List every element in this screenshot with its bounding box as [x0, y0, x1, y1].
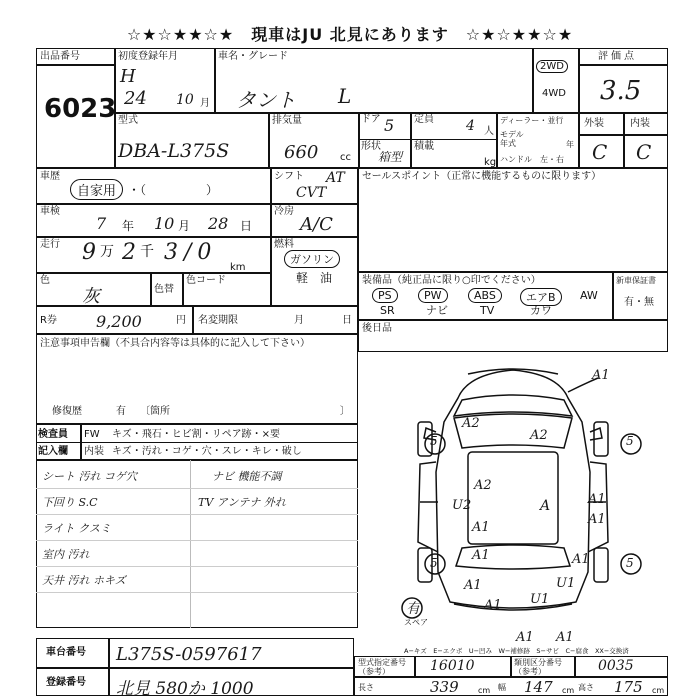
- height-label: 高さ: [578, 683, 594, 692]
- inspector-naisou: 内装: [84, 446, 104, 457]
- type-no-value: 16010: [430, 658, 475, 674]
- displacement-value: 660: [284, 142, 319, 163]
- shift-sub: CVT: [296, 185, 327, 201]
- repair-label: 修復歴: [52, 406, 82, 417]
- sales-point-frame: [358, 168, 668, 272]
- type-value: DBA-L375S: [118, 140, 230, 162]
- mark-a-center: A: [540, 498, 551, 514]
- exterior-value: C: [592, 140, 608, 164]
- mileage-rest: 3/0: [164, 240, 218, 265]
- inspection-label: 車検: [40, 206, 60, 217]
- remark-left-2: ライト クスミ: [42, 522, 112, 535]
- model-year-label: モデル年式: [500, 130, 524, 148]
- repair-value: 有: [116, 406, 126, 417]
- mileage-sen-unit: 千: [140, 244, 154, 260]
- grade-score: 3.5: [600, 76, 642, 106]
- mark-a1-left-3: A1: [464, 578, 482, 593]
- equipment-label: 装備品（純正品に限り○印でください）: [362, 275, 541, 286]
- length-label: 長さ: [358, 683, 374, 692]
- type-label: 型式: [118, 115, 138, 126]
- spare-value: 有: [406, 601, 420, 617]
- lot-number: 6023: [44, 94, 117, 124]
- inspection-month: 10: [154, 214, 175, 233]
- inspection-month-unit: 月: [178, 219, 191, 233]
- recycle-value: 9,200: [96, 312, 142, 331]
- handle-label: ハンドル: [500, 155, 532, 164]
- plate-value: 北見 580か 1000: [116, 679, 254, 699]
- mileage-man: 9: [82, 240, 96, 265]
- load-unit: kg: [484, 157, 497, 168]
- model-name: タント: [236, 88, 296, 112]
- mark-five-right-1: 5: [626, 434, 634, 448]
- capacity-value: 4: [466, 118, 475, 134]
- name-limit-day: 日: [342, 315, 352, 326]
- inspection-year: 7: [96, 214, 107, 233]
- shift-label: シフト: [274, 171, 304, 182]
- interior-value: C: [636, 140, 652, 164]
- damage-legend: A−キズ E−エクボ U−凹み W−補修跡 S−サビ C−腐食 XX−交換済: [404, 647, 629, 655]
- inspector-row2: キズ・汚れ・コゲ・穴・スレ・キレ・破し: [112, 446, 302, 457]
- color-value: 灰: [82, 286, 100, 307]
- fuel-gas: ガソリン: [284, 250, 340, 268]
- drive-4wd: 4WD: [542, 88, 566, 99]
- first-reg-label: 初度登録年月: [118, 51, 178, 62]
- mark-a1-left-1: A1: [472, 520, 490, 535]
- mark-a1-right-3: A1: [572, 552, 590, 567]
- name-limit-month: 月: [294, 315, 304, 326]
- grade-score-label: 評価点: [598, 51, 637, 62]
- aircon-label: 冷房: [274, 206, 294, 217]
- width-label: 幅: [498, 683, 506, 692]
- inspector-fw: FW: [84, 429, 100, 440]
- sales-point-label: セールスポイント（正常に機能するものに限ります）: [362, 171, 602, 182]
- width-value: 147: [524, 678, 553, 696]
- handle-options: 左・右: [540, 155, 564, 164]
- remark-right-1: TV アンテナ 外れ: [198, 496, 286, 509]
- first-reg-month: 10: [176, 92, 194, 108]
- history-label: 車歴: [40, 171, 60, 182]
- name-limit-label: 名変期限: [198, 315, 238, 326]
- displacement-unit: cc: [340, 152, 351, 163]
- fuel-light: 軽 油: [296, 271, 333, 285]
- length-unit: cm: [478, 686, 491, 695]
- mark-a2-top-left: A2: [462, 416, 480, 431]
- equip-pw: PW: [418, 288, 448, 303]
- history-tail: ・（ ）: [128, 183, 219, 197]
- inspection-year-unit: 年: [122, 219, 135, 233]
- length-value: 339: [430, 678, 459, 696]
- capacity-unit: 人: [484, 126, 494, 137]
- lot-label: 出品番号: [40, 51, 80, 62]
- displacement-label: 排気量: [272, 115, 302, 126]
- history-value: 自家用: [70, 179, 123, 200]
- doors-value: 5: [384, 116, 395, 135]
- first-reg-era: H: [120, 66, 136, 87]
- height-value: 175: [614, 678, 643, 696]
- equip-tv: TV: [480, 304, 495, 317]
- mark-a1-bottom-1: A1: [516, 630, 534, 645]
- remark-left-3: 室内 汚れ: [42, 548, 90, 561]
- mark-a1-right-2: A1: [588, 512, 606, 527]
- header-banner: ☆★☆★★☆★ 現車はJU 北見にあります ☆★☆★★☆★: [126, 25, 574, 44]
- plate-label: 登録番号: [46, 677, 86, 688]
- color-code-label: 色コード: [186, 275, 226, 286]
- type-no-label: 型式指定番号（参考）: [358, 658, 406, 676]
- load-label: 積載: [414, 141, 434, 152]
- warranty-label: 新車保証書: [616, 276, 656, 285]
- model-grade: L: [338, 84, 352, 108]
- equip-aw: AW: [580, 289, 598, 302]
- mark-u2-left: U2: [452, 498, 472, 513]
- color-label: 色: [40, 275, 50, 286]
- mileage-label: 走行: [40, 239, 60, 250]
- mark-a2-left: A2: [474, 478, 492, 493]
- width-unit: cm: [562, 686, 575, 695]
- mark-a2-roof: A2: [530, 428, 548, 443]
- drive-2wd: 2WD: [536, 60, 568, 73]
- mark-five-left-1: 5: [430, 434, 438, 448]
- class-no-label: 類別区分番号（参考）: [514, 658, 562, 676]
- equip-ps: PS: [372, 288, 398, 303]
- recycle-unit: 円: [176, 315, 186, 326]
- model-year-unit: 年: [566, 140, 574, 149]
- class-no-value: 0035: [598, 658, 634, 674]
- remarks-frame: [36, 460, 358, 628]
- spare-label: スペア: [404, 618, 428, 627]
- height-unit: cm: [652, 686, 665, 695]
- inspector-label: 検査員: [38, 429, 68, 440]
- mileage-unit: km: [230, 262, 246, 273]
- exterior-label: 外装: [584, 118, 604, 129]
- remark-left-4: 天井 汚れ ホキズ: [42, 574, 126, 587]
- equip-leather: カワ: [530, 304, 552, 317]
- notes-label: 注意事項申告欄（不具合内容等は具体的に記入して下さい）: [40, 338, 310, 349]
- inspector-row1: キズ・飛石・ヒビ割・リペア跡・×要: [112, 429, 280, 440]
- mark-u1-right: U1: [556, 576, 576, 591]
- warranty-value: 有・無: [624, 297, 654, 308]
- mark-a1-right-1: A1: [588, 492, 606, 507]
- first-reg-month-unit: 月: [200, 98, 210, 109]
- shape-label: 形状: [361, 141, 381, 152]
- interior-label: 内装: [630, 118, 650, 129]
- chassis-value: L375S-0597617: [116, 644, 262, 665]
- repair-close: 〕: [340, 406, 350, 417]
- remark-left-1: 下回り S.C: [42, 496, 98, 509]
- equip-abs: ABS: [468, 288, 502, 303]
- capacity-label: 定員: [414, 114, 434, 125]
- model-label: 車名・グレード: [218, 51, 288, 62]
- equip-navi: ナビ: [426, 304, 448, 317]
- mark-a1-left-4: A1: [484, 598, 502, 613]
- aircon-value: A/C: [300, 214, 333, 235]
- mileage-sen: 2: [122, 240, 136, 265]
- shape-value: 箱型: [378, 150, 403, 164]
- inspector-write-label: 記入欄: [38, 446, 68, 457]
- fuel-label: 燃料: [274, 239, 294, 250]
- inspection-day: 28: [208, 214, 229, 233]
- rear-item-frame: [358, 320, 668, 352]
- mark-u1-center: U1: [530, 592, 550, 607]
- mark-five-left-2: 5: [430, 556, 438, 570]
- remark-left-0: シート 汚れ コゲ穴: [42, 470, 137, 483]
- mark-a1-top: A1: [592, 368, 610, 383]
- inspection-day-unit: 日: [240, 219, 253, 233]
- rear-item-label: 後日品: [362, 323, 392, 334]
- dealer-label: ディーラー・並行: [500, 116, 564, 125]
- mileage-man-unit: 万: [100, 244, 114, 260]
- shift-value: AT: [326, 170, 345, 186]
- mark-a1-bottom-2: A1: [556, 630, 574, 645]
- first-reg-year: 24: [124, 88, 147, 109]
- doors-label: ドア: [361, 114, 381, 125]
- mark-five-right-2: 5: [626, 556, 634, 570]
- chassis-label: 車台番号: [46, 647, 86, 658]
- mark-a1-left-2: A1: [472, 548, 490, 563]
- equip-sr: SR: [380, 304, 395, 317]
- equip-airbag: エアB: [520, 288, 562, 306]
- remark-right-0: ナビ 機能不調: [212, 470, 282, 483]
- recycle-label: R券: [40, 315, 57, 326]
- car-diagram: [358, 352, 668, 622]
- repair-place: 〔箇所: [140, 406, 170, 417]
- color-repaint-label: 色替: [154, 284, 174, 295]
- recycle-frame: [36, 306, 358, 334]
